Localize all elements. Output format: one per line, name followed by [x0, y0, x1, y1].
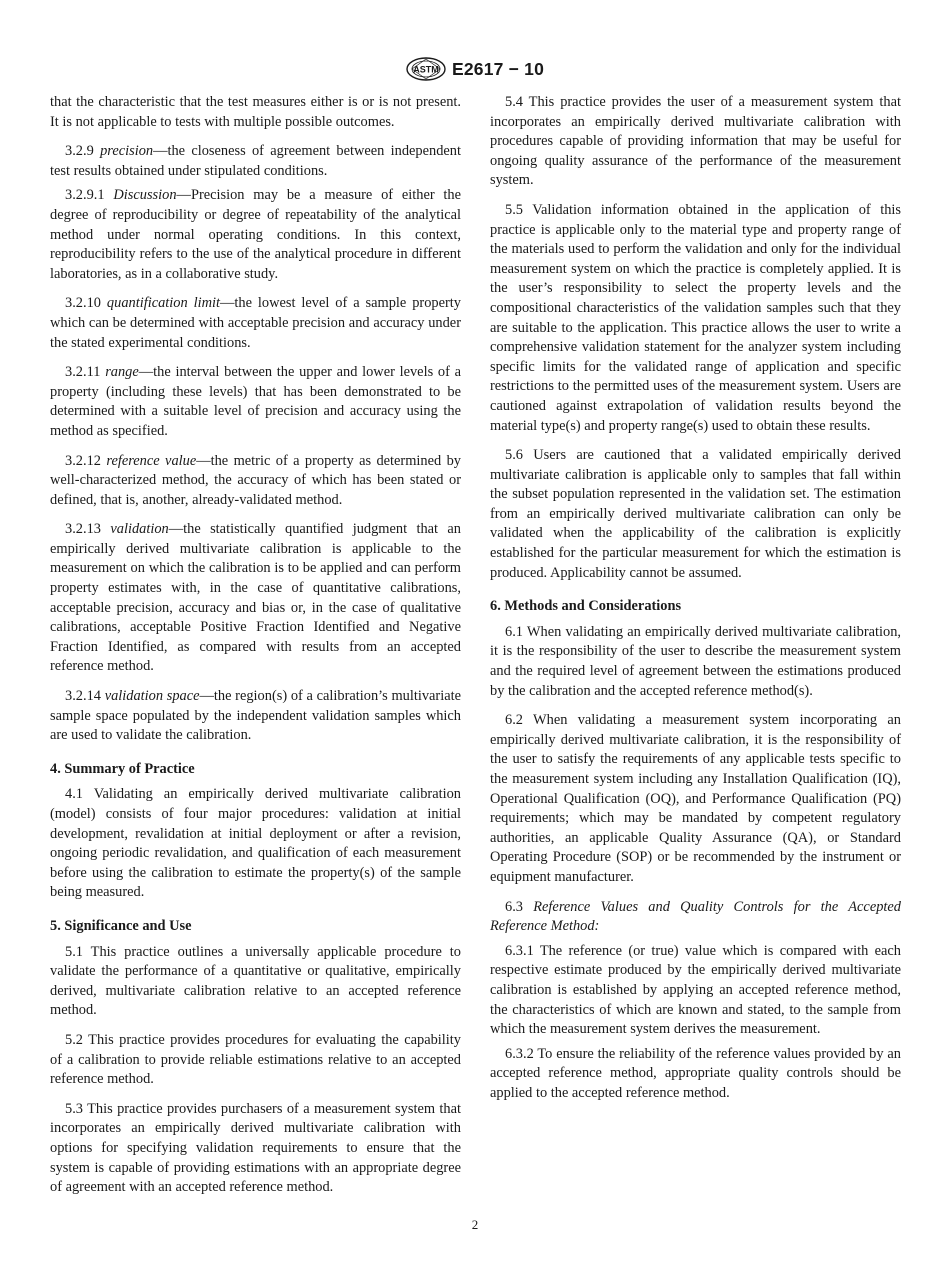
heading-methods-and-considerations: 6. Methods and Considerations [490, 598, 682, 615]
section-3-2-14: 3.2.14 validation space—the region(s) of a calibration’s multivariate sample space populated by the independent validation samples which are used to validate the calibration. [50, 688, 461, 744]
section-6-1: 6.1 When validating an empirically derived multivariate calibration, it is the responsibility of the user to describe the measurement system and the required level of agreement between the estimations produced by the calibration and the accepted reference method(s). [490, 623, 901, 699]
section-3-2-12: 3.2.12 reference value—the metric of a property as determined by well-characterized method, the accuracy of which has been stated or defined, that is, another, already-validated method. [50, 452, 461, 508]
term: quantification limit [106, 295, 220, 312]
section-5-3: 5.3 This practice provides purchasers of a measurement system that incorporates an empirically derived multivariate calibration with options for specifying validation requirements to ensure that the system is capable of providing estimations with an appropriate degree of agreement with an accepted reference method. [50, 1100, 461, 1196]
term: precision [100, 143, 154, 160]
right-column [490, 93, 901, 1109]
heading-summary-of-practice: 4. Summary of Practice [50, 760, 195, 777]
section-6-3: 6.3 Reference Values and Quality Controls for the Accepted Reference Method: [490, 898, 901, 935]
term: validation space [104, 688, 200, 705]
page-number: 2 [471, 1217, 479, 1232]
section-5-4: 5.4 This practice provides the user of a measurement system that incorporates an empirically derived multivariate calibration with procedures capable of providing information that may be useful for ongoing quality assurance of the performance of the measurement system. [490, 94, 901, 189]
section-6-3-1: 6.3.1 The reference (or true) value which is compared with each respective estimate produced by the empirically derived multivariate calibration is established by applying an accepted reference method, the characteristics of which are known and stated, to the sample from which the measurement system derives the measurement. [490, 942, 901, 1038]
section-5-1: 5.1 This practice outlines a universally applicable procedure to validate the performance of a quantitative or qualitative, empirically derived, multivariate calibration relative to an accepted reference method. [50, 943, 461, 1019]
section-3-2-11: 3.2.11 range—the interval between the upper and lower levels of a property (including these levels) that has been demonstrated to be determined with a suitable level of precision and accuracy using the method as specified. [50, 364, 461, 439]
heading-significance-and-use: 5. Significance and Use [50, 917, 192, 934]
section-5-6: 5.6 Users are cautioned that a validated empirically derived multivariate calibration is applicable only to samples that fall within the subset population represented in the validation set. The estimation from an empirically derived multivariate calibration can only be validated when the applicability of the calibration is explicitly established for the particular measurement for which the estimation is produced. Applicability cannot be assumed. [490, 447, 901, 581]
section-3-2-9: 3.2.9 precision—the closeness of agreement between independent test results obtained under stipulated conditions. [50, 143, 461, 179]
section-3-2-10: 3.2.10 quantification limit—the lowest level of a sample property which can be determined with acceptable precision and accuracy under the stated experimental conditions. [50, 295, 461, 351]
continued-paragraph: that the characteristic that the test measures either is or is not present. It is not applicable to tests with multiple possible outcomes. [50, 94, 461, 130]
section-4-1: 4.1 Validating an empirically derived multivariate calibration (model) consists of four major procedures: validation at initial development, revalidation at initial deployment or after a revision, ongoing periodic revalidation, and qualification of each measurement before using the calibration to estimate the property(s) of the sample being measured. [50, 786, 461, 901]
section-6-2: 6.2 When validating a measurement system incorporating an empirically derived multivariate calibration, it is the responsibility of the user to satisfy the requirements of any applicable tests specific to the measurement system including any Installation Qualification (IQ), Operational Qualification (OQ), and Performance Qualification (PQ) requirements; which may be mandated by competent regulatory authorities, an applicable Quality Assurance (QA), or Standard Operating Procedure (SOP) or be recommended by the instrument or equipment manufacturer. [490, 712, 901, 885]
term: validation [110, 521, 169, 538]
section-5-5: 5.5 Validation information obtained in the application of this practice is applicable only to the material type and property range of the materials used to perform the validation and only for the individual measurement system on which the practice is completely applied. It is the user’s responsibility to select the property levels and the compositional characteristics of the validation samples such that they are suitable to the application. This practice allows the user to write a comprehensive validation statement for the analyzer system including specific limits for the validated range of application and specific restrictions to the permitted uses of the measurement system. Users are cautioned against extrapolation of validation results beyond the material type(s) and property range(s) used to obtain these results. [490, 201, 901, 434]
section-3-2-9-1: 3.2.9.1 Discussion—Precision may be a measure of either the degree of reproducibility or degree of repeatability of the analytical method under normal operating conditions. In this context, reproducibility refers to the use of the analytical procedure in different laboratories, as in a collaborative study. [50, 187, 461, 282]
section-6-3-2: 6.3.2 To ensure the reliability of the reference values provided by an accepted reference method, appropriate quality controls should be applied to the accepted reference method. [490, 1045, 901, 1101]
page-header [0, 56, 950, 82]
section-3-2-13: 3.2.13 validation—the statistically quantified judgment that an empirically derived multivariate calibration is applicable to the measurement on which the calibration is to be applied and can perform property estimates with, in the case of quantitative calibrations, acceptable precision, accuracy and bias or, in the case of qualitative calibrations, acceptable Positive Fraction Identified and Negative Fraction Identified, as compared with results from an accepted reference method. [50, 521, 461, 675]
section-5-2: 5.2 This practice provides procedures for evaluating the capability of a calibration to provide reliable estimations relative to an accepted reference method. [50, 1031, 461, 1088]
term: reference value [106, 452, 197, 469]
left-column [50, 93, 461, 1203]
document-id: E2617 − 10 [451, 58, 544, 79]
section-title: Reference Values and Quality Controls for the Accepted Reference Method: [490, 898, 901, 935]
term: Discussion [113, 187, 177, 204]
svg-text:ASTM: ASTM [413, 64, 439, 75]
astm-logo-icon [406, 57, 446, 81]
term: range [105, 364, 139, 381]
